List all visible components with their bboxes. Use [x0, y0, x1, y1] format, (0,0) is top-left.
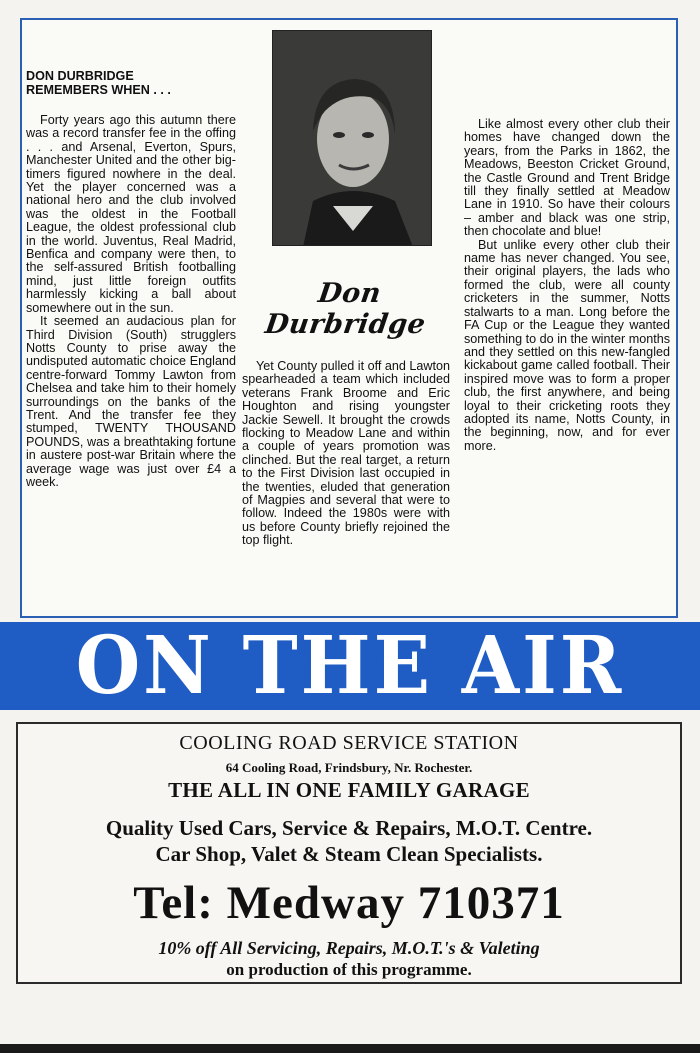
- article-headline: DON DURBRIDGE REMEMBERS WHEN . . .: [26, 69, 171, 97]
- advert-offer-line-2: on production of this programme.: [226, 960, 472, 979]
- article-paragraph: Forty years ago this autumn there was a record transfer fee in the offing . . . and Arsenal, Everton, Spurs, Manchester United and the other big-timers figured nowhere in the deal. Yet the player concerned was a national hero and the club involved was the oldest in the Football League, the oldest professional club in the world. Juventus, Real Madrid, Benfica and company were then, to the self-assured British footballing mind, just little foreign outfits harmlessly kicking a ball about somewhere out in the sun.: [26, 113, 236, 315]
- author-portrait-illustration: [273, 31, 432, 246]
- article-column-2: [242, 360, 450, 548]
- advert-services-line-1: Quality Used Cars, Service & Repairs, M.O.T. Centre.: [105, 816, 593, 840]
- author-photo: [272, 30, 432, 246]
- article-paragraph: Like almost every other club their homes have changed down the years, from the Parks in 1862, the Meadows, Beeston Cricket Ground, the Castle Ground and Trent Bridge till they finally settled at Meadow Lane in 1910. So have their colours – amber and black was one strip, then chocolate and blue!: [464, 117, 670, 239]
- banner-title: ON THE AIR: [75, 619, 625, 713]
- page-bottom-rule: [0, 1044, 700, 1053]
- advert-tagline: THE ALL IN ONE FAMILY GARAGE: [168, 778, 530, 802]
- advert-phone: Tel: Medway 710371: [133, 877, 565, 929]
- garage-advert: [16, 722, 682, 984]
- article-paragraph: It seemed an audacious plan for Third Division (South) strugglers Notts County to prise away the undisputed automatic choice England centre-forward Tommy Lawton from Chelsea and take him to their homely surroundings on the banks of the Trent. And the transfer fee they stumped, TWENTY THOUSAND POUNDS, was a breathtaking fortune in austere post-war Britain where the average wage was just over £4 a week.: [26, 314, 236, 489]
- article-paragraph: But unlike every other club their name has never changed. You see, their original players, the lads who formed the club, were all county cricketers in the summer, Notts stalwarts to a man. Long before the FA Cup or the League they wanted something to do in the winter months and they settled on this new-fangled kickabout game called football. Their inspired move was to form a proper club, the first anywhere, and being loyal to their cricketing roots they adopted its name, Notts County, in the beginning, now, and for ever more.: [464, 237, 670, 453]
- article-paragraph: Yet County pulled it off and Lawton spearheaded a team which included veterans Frank Broome and Eric Houghton and rising youngster Jackie Sewell. It brought the crowds flocking to Meadow Lane and within a couple of years promotion was clinched. But the real target, a return to the First Division last occupied in the twenties, eluded that generation of Magpies and several that were to follow. Indeed the 1980s were with us before County briefly rejoined the top flight.: [242, 359, 450, 548]
- author-signature: Don Durbridge: [263, 278, 428, 340]
- advert-business-name: COOLING ROAD SERVICE STATION: [179, 732, 519, 754]
- section-banner: [0, 619, 700, 713]
- article-column-3: [464, 118, 670, 453]
- advert-offer-line-1: 10% off All Servicing, Repairs, M.O.T.'s & Valeting: [158, 938, 540, 958]
- advert-address: 64 Cooling Road, Frindsbury, Nr. Rochester.: [225, 760, 473, 775]
- advert-services-line-2: Car Shop, Valet & Steam Clean Specialists.: [155, 842, 543, 866]
- article-column-1: [26, 70, 236, 489]
